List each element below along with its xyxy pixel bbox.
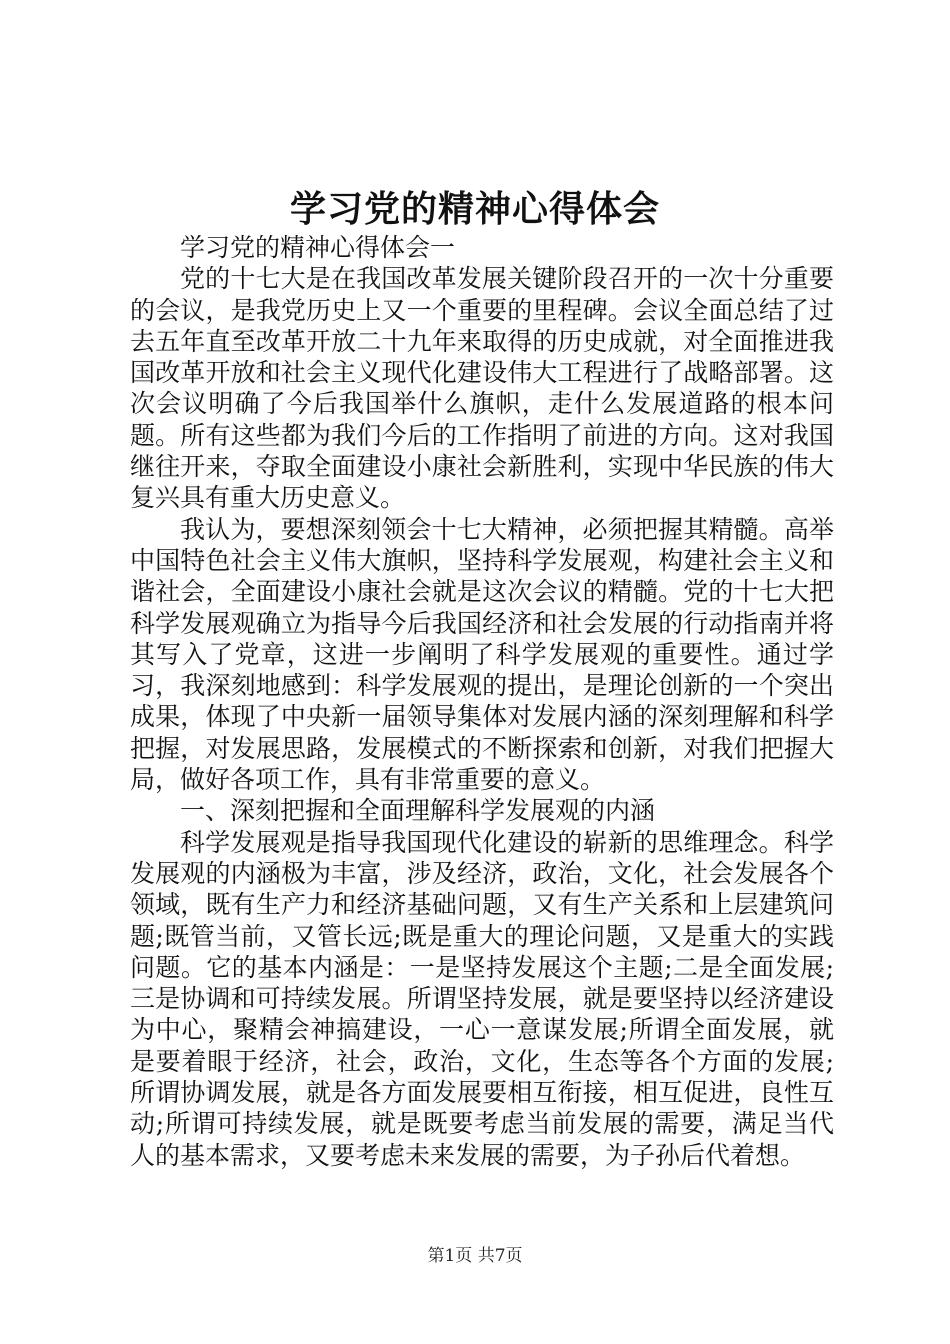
paragraph-3: 科学发展观是指导我国现代化建设的崭新的思维理念。科学发展观的内涵极为丰富，涉及经济，政治，文化，社会发展各个领域，既有生产力和经济基础问题，又有生产关系和上层建筑问题;既管当前，又管长远;既是重大的理论问题，又是重大的实践问题。它的基本内涵是：一是坚持发展这个主题;二是全面发展;三是协调和可持续发展。所谓坚持发展，就是要坚持以经济建设为中心，聚精会神搞建设，一心一意谋发展;所谓全面发展，就是要着眼于经济，社会，政治，文化，生态等各个方面的发展;所谓协调发展，就是各方面发展要相互衔接，相互促进，良性互动;所谓可持续发展，就是既要考虑当前发展的需要，满足当代人的基本需求，又要考虑未来发展的需要，为子孙后代着想。 [130, 827, 834, 1170]
document-body [130, 232, 834, 1171]
paragraph-2: 我认为，要想深刻领会十七大精神，必须把握其精髓。高举中国特色社会主义伟大旗帜，坚持科学发展观，构建社会主义和谐社会，全面建设小康社会就是这次会议的精髓。党的十七大把科学发展观确立为指导今后我国经济和社会发展的行动指南并将其写入了党章，这进一步阐明了科学发展观的重要性。通过学习，我深刻地感到：科学发展观的提出，是理论创新的一个突出成果，体现了中央新一届领导集体对发展内涵的深刻理解和科学把握，对发展思路，发展模式的不断探索和创新，对我们把握大局，做好各项工作，具有非常重要的意义。 [130, 514, 834, 795]
document-title: 学习党的精神心得体会 [289, 188, 660, 230]
page-number-footer: 第1页 共7页 [427, 1246, 523, 1266]
paragraph-1: 党的十七大是在我国改革发展关键阶段召开的一次十分重要的会议，是我党历史上又一个重要的里程碑。会议全面总结了过去五年直至改革开放二十九年来取得的历史成就，对全面推进我国改革开放和社会主义现代化建设伟大工程进行了战略部署。这次会议明确了今后我国举什么旗帜，走什么发展道路的根本问题。所有这些都为我们今后的工作指明了前进的方向。这对我国继往开来，夺取全面建设小康社会新胜利，实现中华民族的伟大复兴具有重大历史意义。 [130, 264, 834, 513]
section-heading: 一、深刻把握和全面理解科学发展观的内涵 [180, 796, 656, 826]
paragraph-subtitle: 学习党的精神心得体会一 [180, 233, 456, 262]
